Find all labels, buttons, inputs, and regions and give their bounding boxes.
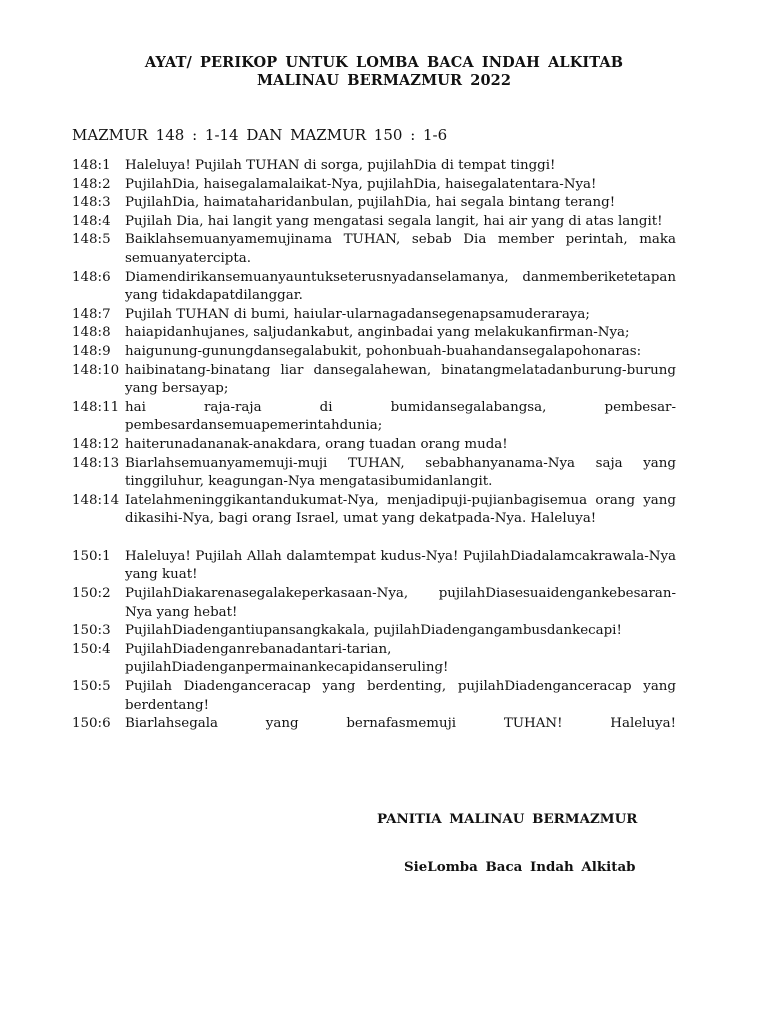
verse-number: 150:1 xyxy=(72,548,111,564)
verse-148-1 xyxy=(72,157,676,176)
verse-148-8 xyxy=(72,324,676,343)
verse-number: 150:3 xyxy=(72,623,111,639)
verse-number: 150:6 xyxy=(72,716,111,732)
verse-number: 150:2 xyxy=(72,586,111,602)
verse-148-5 xyxy=(72,231,676,268)
verse-text: haiterunadananak-anakdara, orang tuadan orang muda! xyxy=(125,436,508,452)
verse-148-12 xyxy=(72,436,676,455)
verse-number: 148:7 xyxy=(72,306,111,322)
verse-number: 148:11 xyxy=(72,399,120,415)
verse-text: PujilahDia, haimataharidanbulan, pujilahDia, hai segala bintang terang! xyxy=(125,195,616,211)
verse-number: 150:5 xyxy=(72,679,111,695)
verse-150-4 xyxy=(72,641,676,678)
verse-text: Haleluya! Pujilah TUHAN di sorga, pujilahDia di tempat tinggi! xyxy=(125,158,556,173)
verse-number: 150:4 xyxy=(72,641,111,657)
verse-text: haigunung-gunungdansegalabukit, pohonbuah-buahandansegalapohonaras: xyxy=(125,343,642,359)
verse-text: hai raja-raja di bumidansegalabangsa, pembesar-pembesardansemuapemerintahdunia; xyxy=(125,399,676,434)
verse-148-6 xyxy=(72,269,676,306)
verse-150-6 xyxy=(72,715,676,734)
verse-number: 148:6 xyxy=(72,269,111,285)
verse-text: Biarlahsemuanyamemuji-muji TUHAN, sebabhanyanama-Nya saja yang tinggiluhur, keagungan-Nya mengatasibumidanlangit. xyxy=(125,455,676,490)
signature-event: SieLomba Baca Indah Alkitab xyxy=(404,859,636,875)
verse-150-5 xyxy=(72,678,676,715)
verse-text: Baiklahsemuanyamemujinama TUHAN, sebab Dia member perintah, maka semuanyatercipta. xyxy=(125,232,676,266)
verse-number: 148:2 xyxy=(72,176,111,192)
verse-150-2 xyxy=(72,585,676,622)
section-heading: MAZMUR 148 : 1-14 DAN MAZMUR 150 : 1-6 xyxy=(72,126,448,144)
verse-text: PujilahDiadenganrebanadantari-tarian, pujilahDiadenganpermainankecapidanseruling! xyxy=(125,641,449,676)
verse-number: 148:3 xyxy=(72,195,111,211)
verse-text: haibinatang-binatang liar dansegalahewan, binatangmelatadanburung-burung yang bersayap; xyxy=(125,362,676,397)
verse-148-11 xyxy=(72,399,676,436)
verse-text: Biarlahsegala yang bernafasmemuji TUHAN! Haleluya! xyxy=(125,716,676,732)
verse-148-3 xyxy=(72,194,676,213)
verse-text: Haleluya! Pujilah Allah dalamtempat kudus-Nya! PujilahDiadalamcakrawala-Nya yang kuat! xyxy=(125,548,676,583)
verse-number: 148:1 xyxy=(72,158,111,173)
verse-number: 148:8 xyxy=(72,325,111,341)
signature-organization: PANITIA MALINAU BERMAZMUR xyxy=(377,811,638,827)
verse-number: 148:10 xyxy=(72,362,120,378)
title-line-2: MALINAU BERMAZMUR 2022 xyxy=(256,72,512,89)
verse-text: Iatelahmeninggikantandukumat-Nya, menjadipuji-pujianbagisemua orang yang dikasihi-Nya, bagi orang Israel, umat yang dekatpada-Nya. Haleluya! xyxy=(125,492,676,527)
verse-150-1 xyxy=(72,548,676,585)
verse-number: 148:9 xyxy=(72,343,111,359)
verse-number: 148:13 xyxy=(72,455,120,471)
verse-text: Pujilah Dia, hai langit yang mengatasi segala langit, hai air yang di atas langit! xyxy=(125,213,663,229)
verse-text: PujilahDiadengantiupansangkakala, pujilahDiadengangambusdankecapi! xyxy=(125,623,622,639)
verse-list xyxy=(72,157,676,734)
verse-148-10 xyxy=(72,362,676,399)
verse-number: 148:5 xyxy=(72,232,111,248)
verse-text: Diamendirikansemuanyauntukseterusnyadanselamanya, danmemberiketetapan yang tidakdapatdilanggar. xyxy=(125,269,676,304)
verse-text: PujilahDiakarenasegalakeperkasaan-Nya, pujilahDiasesuaidengankebesaran-Nya yang hebat! xyxy=(125,586,676,620)
verse-number: 148:14 xyxy=(72,492,120,508)
verse-text: Pujilah TUHAN di bumi, haiular-ularnagadansegenapsamuderaraya; xyxy=(125,306,590,322)
section-gap xyxy=(72,529,676,548)
verse-148-13 xyxy=(72,455,676,492)
verse-148-7 xyxy=(72,306,676,325)
verse-text: haiapidanhujanes, saljudankabut, anginbadai yang melakukanfirman-Nya; xyxy=(125,325,630,341)
verse-number: 148:4 xyxy=(72,213,111,229)
verse-number: 148:12 xyxy=(72,436,120,452)
document-title xyxy=(0,54,768,90)
verse-text: PujilahDia, haisegalamalaikat-Nya, pujilahDia, haisegalatentara-Nya! xyxy=(125,176,597,192)
verse-148-4 xyxy=(72,213,676,232)
verse-148-9 xyxy=(72,343,676,362)
verse-text: Pujilah Diadenganceracap yang berdenting, pujilahDiadenganceracap yang berdentang! xyxy=(125,679,676,713)
verse-148-2 xyxy=(72,176,676,195)
title-line-1: AYAT/ PERIKOP UNTUK LOMBA BACA INDAH ALKITAB xyxy=(144,54,624,71)
verse-150-3 xyxy=(72,622,676,641)
verse-148-14 xyxy=(72,492,676,529)
